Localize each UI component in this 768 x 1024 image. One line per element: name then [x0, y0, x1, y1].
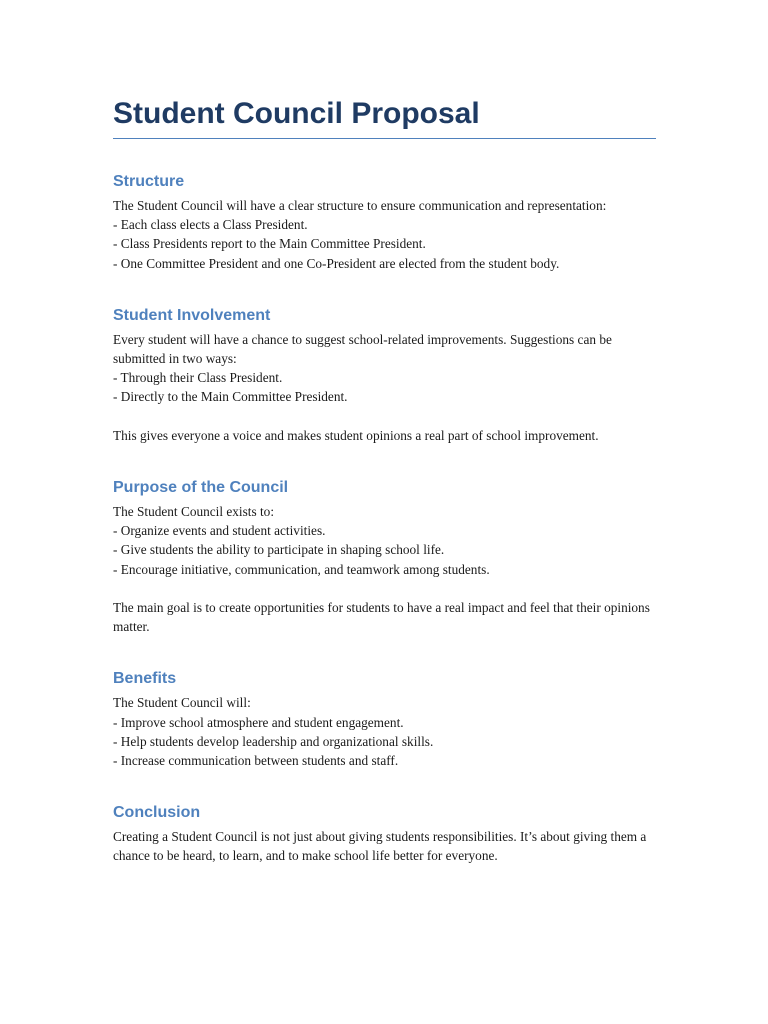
- paragraph: [113, 598, 656, 636]
- section-student-involvement: [113, 306, 656, 445]
- section-heading: Conclusion: [113, 804, 201, 822]
- section-heading: Purpose of the Council: [113, 479, 289, 497]
- section-heading: Student Involvement: [113, 306, 271, 324]
- list-item: - Help students develop leadership and organizational skills.: [113, 733, 434, 749]
- section-structure: [113, 172, 656, 273]
- section-heading: Benefits: [113, 670, 177, 688]
- paragraph: [113, 502, 656, 579]
- text-line: The Student Council exists to:: [113, 504, 275, 520]
- document-title: Student Council Proposal: [113, 96, 656, 139]
- document-page: [113, 96, 656, 866]
- list-item: - Through their Class President.: [113, 370, 283, 386]
- list-item: - Give students the ability to participate in shaping school life.: [113, 542, 445, 558]
- section-benefits: [113, 669, 656, 770]
- list-item: - Encourage initiative, communication, and teamwork among students.: [113, 561, 490, 577]
- section-heading: Structure: [113, 173, 185, 190]
- text-line: The Student Council will have a clear structure to ensure communication and representation:: [113, 198, 607, 213]
- paragraph: [113, 196, 656, 273]
- list-item: - Increase communication between students and staff.: [113, 753, 399, 769]
- list-item: - Directly to the Main Committee President.: [113, 389, 348, 405]
- text-line: This gives everyone a voice and makes student opinions a real part of school improvement.: [113, 427, 599, 443]
- list-item: - Improve school atmosphere and student engagement.: [113, 714, 404, 730]
- list-item: - Each class elects a Class President.: [113, 217, 308, 233]
- paragraph: [113, 426, 656, 445]
- section-purpose: [113, 478, 656, 636]
- text-line: Creating a Student Council is not just about giving students responsibilities. It’s about giving them a chance to be heard, to learn, and to make school life better for everyone.: [113, 829, 647, 864]
- list-item: - One Committee President and one Co-President are elected from the student body.: [113, 255, 560, 271]
- section-conclusion: [113, 803, 656, 865]
- list-item: - Organize events and student activities.: [113, 523, 326, 539]
- list-item: - Class Presidents report to the Main Committee President.: [113, 236, 426, 252]
- paragraph: [113, 693, 656, 770]
- paragraph: [113, 827, 656, 865]
- paragraph: [113, 330, 656, 407]
- text-line: Every student will have a chance to suggest school-related improvements. Suggestions can be submitted in two ways:: [113, 331, 612, 367]
- text-line: The main goal is to create opportunities for students to have a real impact and feel that their opinions matter.: [113, 600, 650, 635]
- text-line: The Student Council will:: [113, 695, 251, 711]
